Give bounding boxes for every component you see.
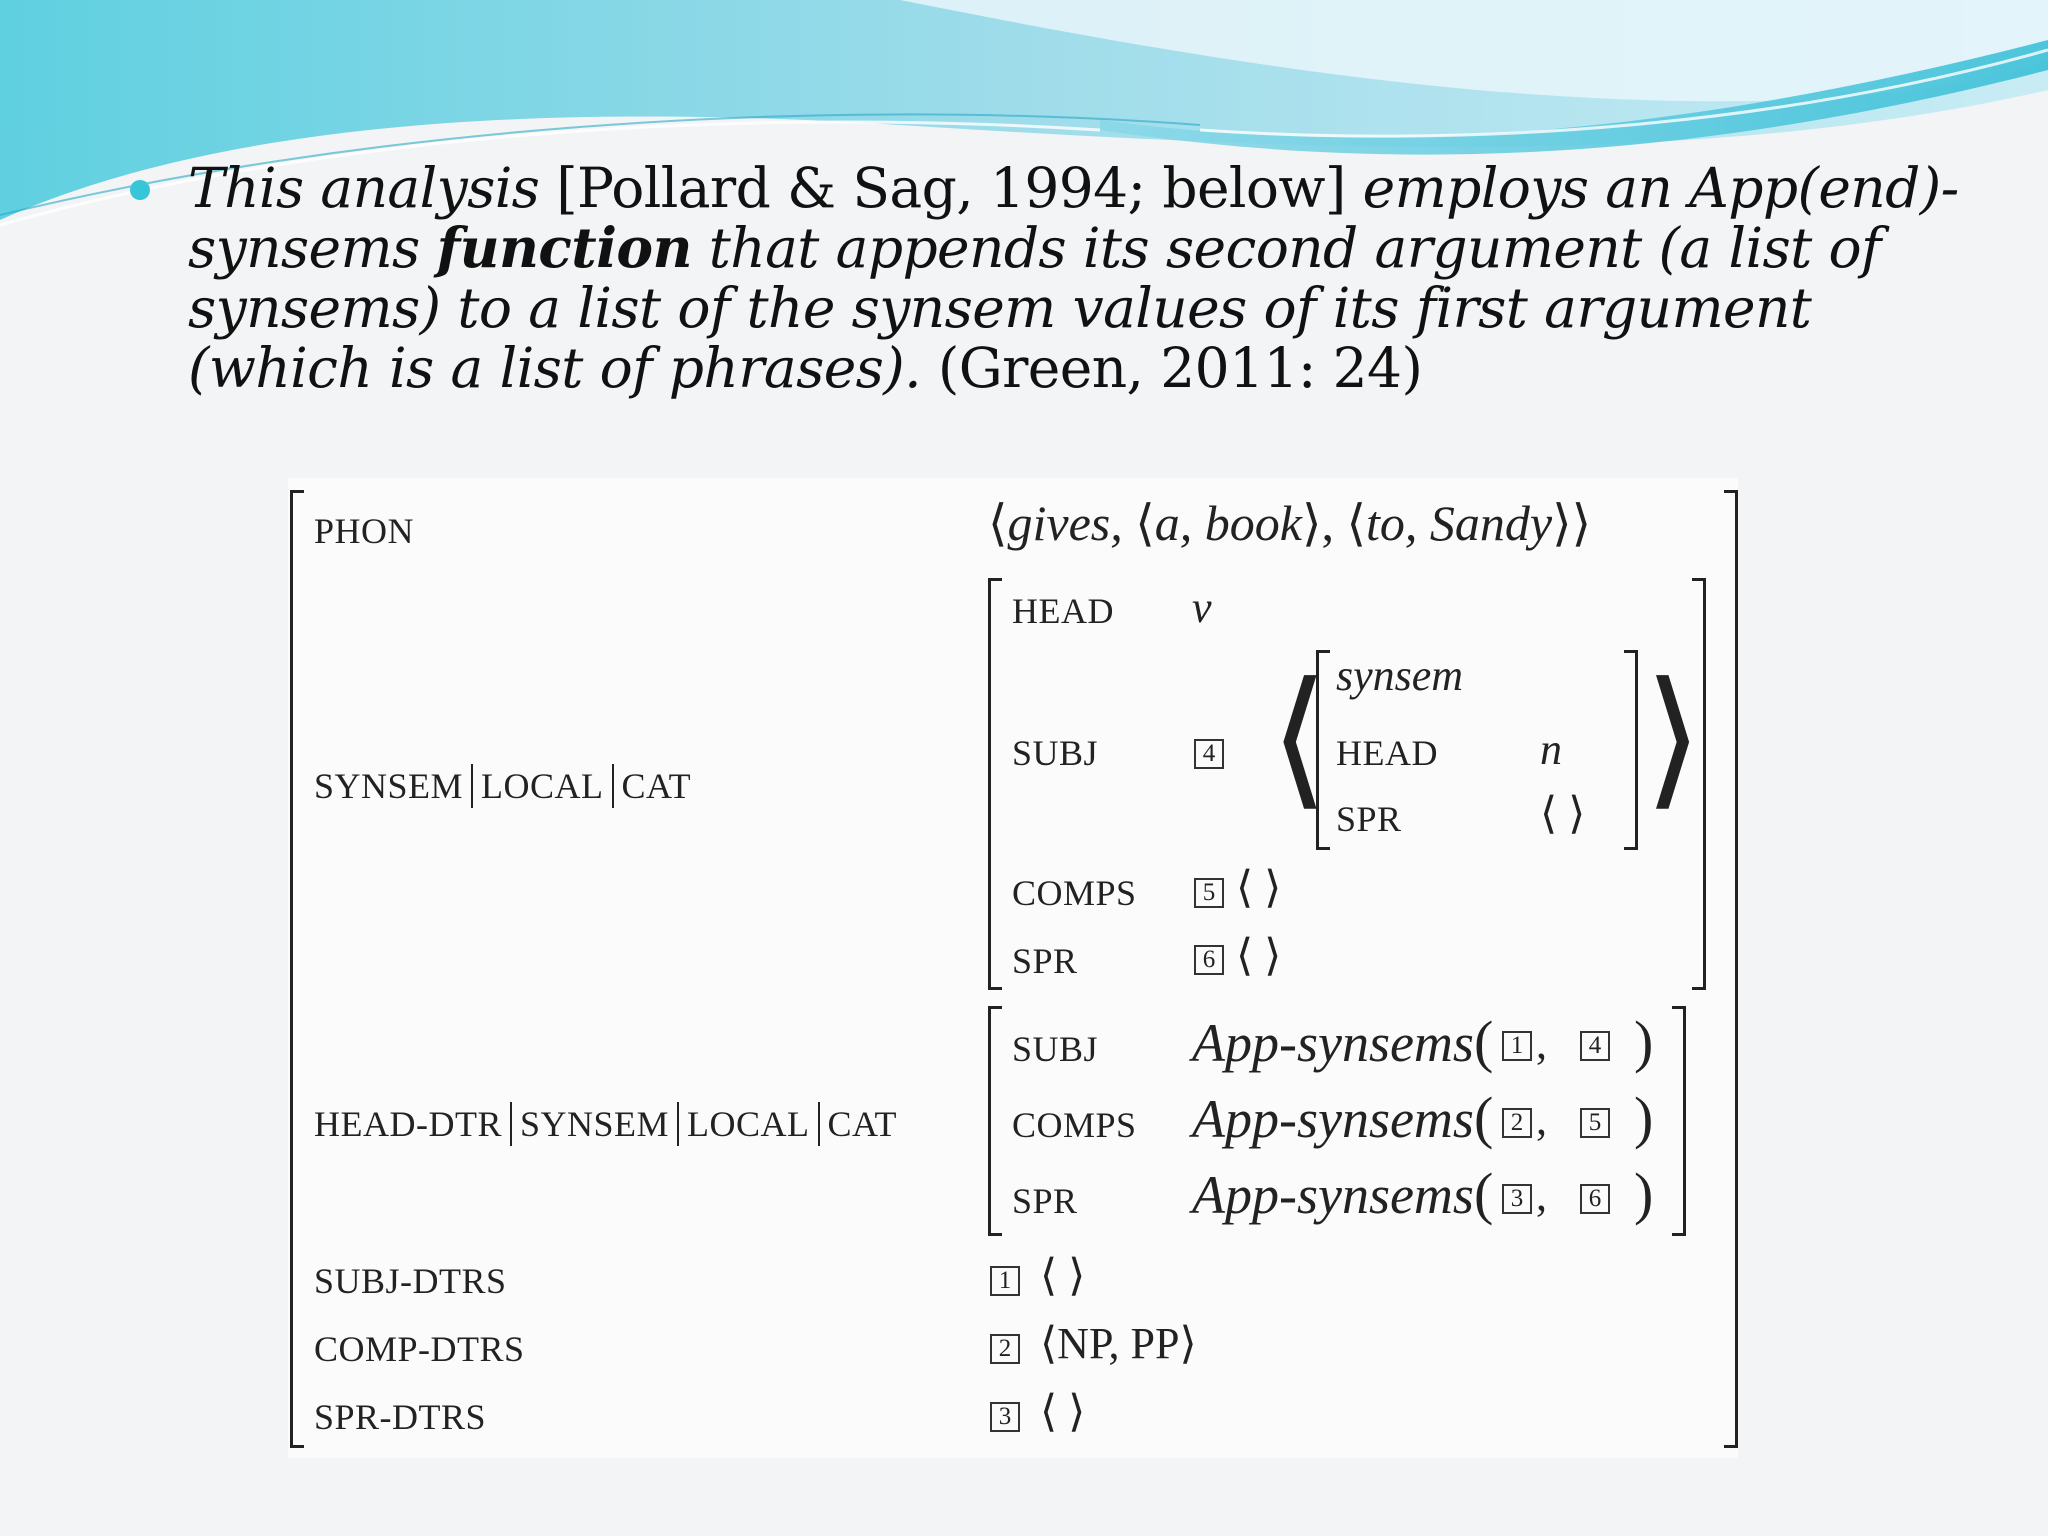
hd-spr-func: App-synsems [1192, 1165, 1474, 1225]
quote-text [188, 158, 2008, 398]
phon-value: ⟨gives, ⟨a, book⟩, ⟨to, Sandy⟩⟩ [988, 495, 1592, 551]
outer-left-bracket [290, 490, 304, 1448]
cat-comps-label: COMPS [1012, 873, 1137, 913]
synsem-path-label: SYNSEM LOCAL CAT [314, 766, 692, 806]
hd-comps-comma: , [1536, 1095, 1547, 1144]
head-dtr-right-bracket [1672, 1006, 1686, 1236]
hd-spr-arg1: 3 [1502, 1184, 1532, 1214]
comp-dtrs-tag: 2 [990, 1334, 1020, 1364]
head-dtr-left-bracket [988, 1006, 1002, 1236]
quote-part: This analysis [188, 156, 557, 220]
subj-spr-label: SPR [1336, 799, 1402, 839]
hd-subj-close: ) [1634, 1009, 1654, 1074]
spr-dtrs-tag: 3 [990, 1402, 1020, 1432]
hd-comps-arg2: 5 [1580, 1108, 1610, 1138]
hd-subj-comma: , [1536, 1019, 1547, 1068]
cat-spr-label: SPR [1012, 941, 1078, 981]
bullet-icon [130, 180, 150, 200]
hd-comps-close: ) [1634, 1085, 1654, 1150]
hd-spr-arg2: 6 [1580, 1184, 1610, 1214]
outer-right-bracket [1724, 490, 1738, 1448]
subj-head-value: n [1540, 725, 1562, 774]
comps-value: ⟨ ⟩ [1236, 863, 1282, 912]
subj-dtrs-value: ⟨ ⟩ [1040, 1251, 1086, 1300]
quote-part: function [436, 215, 692, 280]
hd-spr-close: ) [1634, 1161, 1654, 1226]
subj-list-open: ⟨ [1270, 656, 1329, 822]
avm-figure [288, 478, 1738, 1458]
hd-subj-label: SUBJ [1012, 1029, 1099, 1069]
cat-head-value: v [1192, 583, 1212, 632]
quote-part: that appends its second argument (a list of synsems) to a list of the synsem values of its first argument (which is a list of phrases). [188, 216, 1881, 400]
synsem-left-bracket [1316, 650, 1330, 850]
comp-dtrs-label: COMP-DTRS [314, 1329, 525, 1369]
hd-subj-arg1: 1 [1502, 1031, 1532, 1061]
quote-part: (Green, 2011: 24) [921, 336, 1423, 400]
subj-dtrs-label: SUBJ-DTRS [314, 1261, 507, 1301]
hd-comps-func: App-synsems [1192, 1089, 1474, 1149]
quote-part: [Pollard & Sag, 1994; below] [556, 156, 1363, 220]
subj-list-close: ⟩ [1644, 656, 1703, 822]
cat-subj-label: SUBJ [1012, 733, 1099, 773]
hd-spr-open: ( [1474, 1161, 1494, 1226]
hd-comps-open: ( [1474, 1085, 1494, 1150]
comps-tag-5: 5 [1194, 878, 1224, 908]
spr-value: ⟨ ⟩ [1236, 931, 1282, 980]
cat-head-label: HEAD [1012, 591, 1114, 631]
phon-label: PHON [314, 511, 415, 551]
head-dtr-path-label: HEAD-DTR SYNSEM LOCAL CAT [314, 1104, 898, 1144]
hd-spr-comma: , [1536, 1171, 1547, 1220]
quote-part: employs an App(end)-synsems [188, 156, 1959, 280]
spr-dtrs-label: SPR-DTRS [314, 1397, 487, 1437]
subj-dtrs-tag: 1 [990, 1266, 1020, 1296]
subj-tag-4: 4 [1194, 739, 1224, 769]
hd-comps-label: COMPS [1012, 1105, 1137, 1145]
subj-spr-value: ⟨ ⟩ [1540, 789, 1586, 838]
hd-subj-func: App-synsems [1192, 1013, 1474, 1073]
spr-dtrs-value: ⟨ ⟩ [1040, 1387, 1086, 1436]
spr-tag-6: 6 [1194, 945, 1224, 975]
cat-left-bracket [988, 578, 1002, 990]
hd-subj-open: ( [1474, 1009, 1494, 1074]
hd-spr-label: SPR [1012, 1181, 1078, 1221]
hd-comps-arg1: 2 [1502, 1108, 1532, 1138]
subj-head-label: HEAD [1336, 733, 1438, 773]
synsem-type: synsem [1336, 651, 1464, 700]
synsem-right-bracket [1624, 650, 1638, 850]
hd-subj-arg2: 4 [1580, 1031, 1610, 1061]
comp-dtrs-value: ⟨NP, PP⟩ [1040, 1319, 1197, 1368]
